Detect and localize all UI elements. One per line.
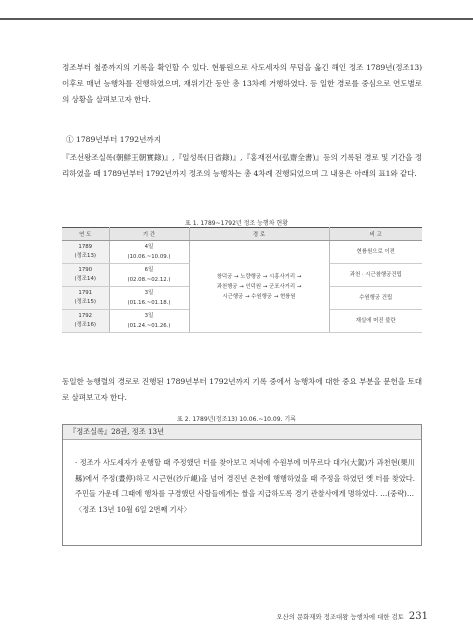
year-text: 1790 — [78, 267, 93, 273]
period-dates: (01.16.~01.18.) — [127, 300, 171, 306]
reign-text: (정조14) — [74, 276, 96, 282]
table2-caption: 표 2. 1789년(정조13) 10.06.~10.09. 기록 — [177, 416, 296, 423]
paragraph-intro: 정조부터 철종까지의 기록을 확인할 수 있다. 현륭원으로 사도세자의 무덤을 옮긴 해인 정조 1789년(정조13) 이후로 매년 능행차를 진행하였으며, 재위기간 동안 총 13차례 거행하였다. 등 일한 경로를 중심으로 연도별로의 상황을 살펴보고자 한다. — [62, 63, 422, 104]
year-text: 1789 — [78, 244, 93, 250]
table1-caption: 표 1. 1789~1792년 정조 능행차 현황 — [185, 220, 288, 227]
note-cell: 현륭원으로 이전 — [329, 241, 422, 264]
route-line: 창덕궁 → 노량행궁 → 시흥사거리 → — [216, 273, 302, 280]
note-cell: 과천 · 시근참행궁건립 — [329, 264, 422, 287]
year-cell — [62, 310, 109, 333]
year-cell — [62, 287, 109, 310]
table-header-row — [62, 228, 422, 241]
table-1 — [62, 227, 422, 333]
note-cell: 재실에 머진 불란 — [329, 310, 422, 333]
quote-box — [62, 424, 422, 546]
period-cell — [109, 264, 189, 287]
footer-title: 오산의 문화재와 정조대왕 능행차에 대한 검토 — [276, 613, 404, 621]
period-days: 3일 — [144, 313, 154, 319]
top-rule — [0, 18, 473, 20]
period-days: 3일 — [144, 290, 154, 296]
reign-text: (정조13) — [74, 253, 96, 259]
page-footer — [276, 611, 428, 622]
period-cell — [109, 310, 189, 333]
col-header-year: 연 도 — [62, 228, 109, 241]
paragraph-followup: 동일한 능행렬의 경로로 진행된 1789년부터 1792년까지 기록 중에서 능행차에 대한 중요 부분을 문헌을 토대로 살펴보고자 한다. — [62, 377, 422, 402]
period-cell — [109, 287, 189, 310]
period-days: 6일 — [144, 267, 154, 273]
col-header-note: 비 고 — [329, 228, 422, 241]
col-header-route: 경 로 — [189, 228, 329, 241]
table-row — [62, 241, 422, 264]
quote-body — [75, 455, 415, 517]
reign-text: (정조15) — [74, 299, 96, 305]
period-days: 4일 — [144, 244, 154, 250]
section-heading: ① 1789년부터 1792년까지 — [66, 135, 162, 144]
col-header-period: 기 간 — [109, 228, 189, 241]
quote-text: · 정조가 사도세자가 운행할 때 주정했던 터를 찾아보고 저녁에 수원부에 머무르다 대가(大駕)가 과천현(果川縣)에서 주정(晝停)하고 시근현(沙斤峴)을 넘어 경진년 온천에 행행하였을 때 주정을 하였던 옛 터를 찾았다. 주민들 가운데 그때에 행차를 구경했던 사람들에게는 쌀을 지급하도록 경기 관찰사에게 명하였다. …(중략)… — [75, 458, 415, 498]
year-text: 1792 — [78, 313, 93, 319]
note-cell: 수원행궁 건립 — [329, 287, 422, 310]
period-dates: (10.06.~10.09.) — [127, 254, 171, 260]
quote-citation: 〈정조 13년 10월 6일 2번째 기사〉 — [75, 504, 191, 514]
period-dates: (01.24.~01.26.) — [127, 323, 171, 329]
route-line: 과천행궁 → 인덕원 → 군포사거리 → — [216, 283, 302, 290]
year-cell — [62, 241, 109, 264]
route-cell — [189, 241, 329, 333]
year-cell — [62, 264, 109, 287]
page-number: 231 — [408, 611, 428, 622]
year-text: 1791 — [78, 290, 93, 296]
period-dates: (02.08.~02.12.) — [127, 277, 171, 283]
period-cell — [109, 241, 189, 264]
quote-source-title: 『정조실록』28권, 정조 13년 — [63, 425, 421, 440]
reign-text: (정조16) — [74, 322, 96, 328]
route-line: 시근행궁 → 수원행궁 → 현륭원 — [222, 293, 296, 300]
paragraph-records: 『조선왕조실록(朝鮮王朝實錄)』,『일성록(日省錄)』,『홍재전서(弘齋全書)』등의 기록된 경로 및 기간을 정리하였을 때 1789년부터 1792년까지 정조의 능행차는 총 4차례 진행되었으며 그 내용은 아래의 표1와 같다. — [62, 153, 422, 178]
